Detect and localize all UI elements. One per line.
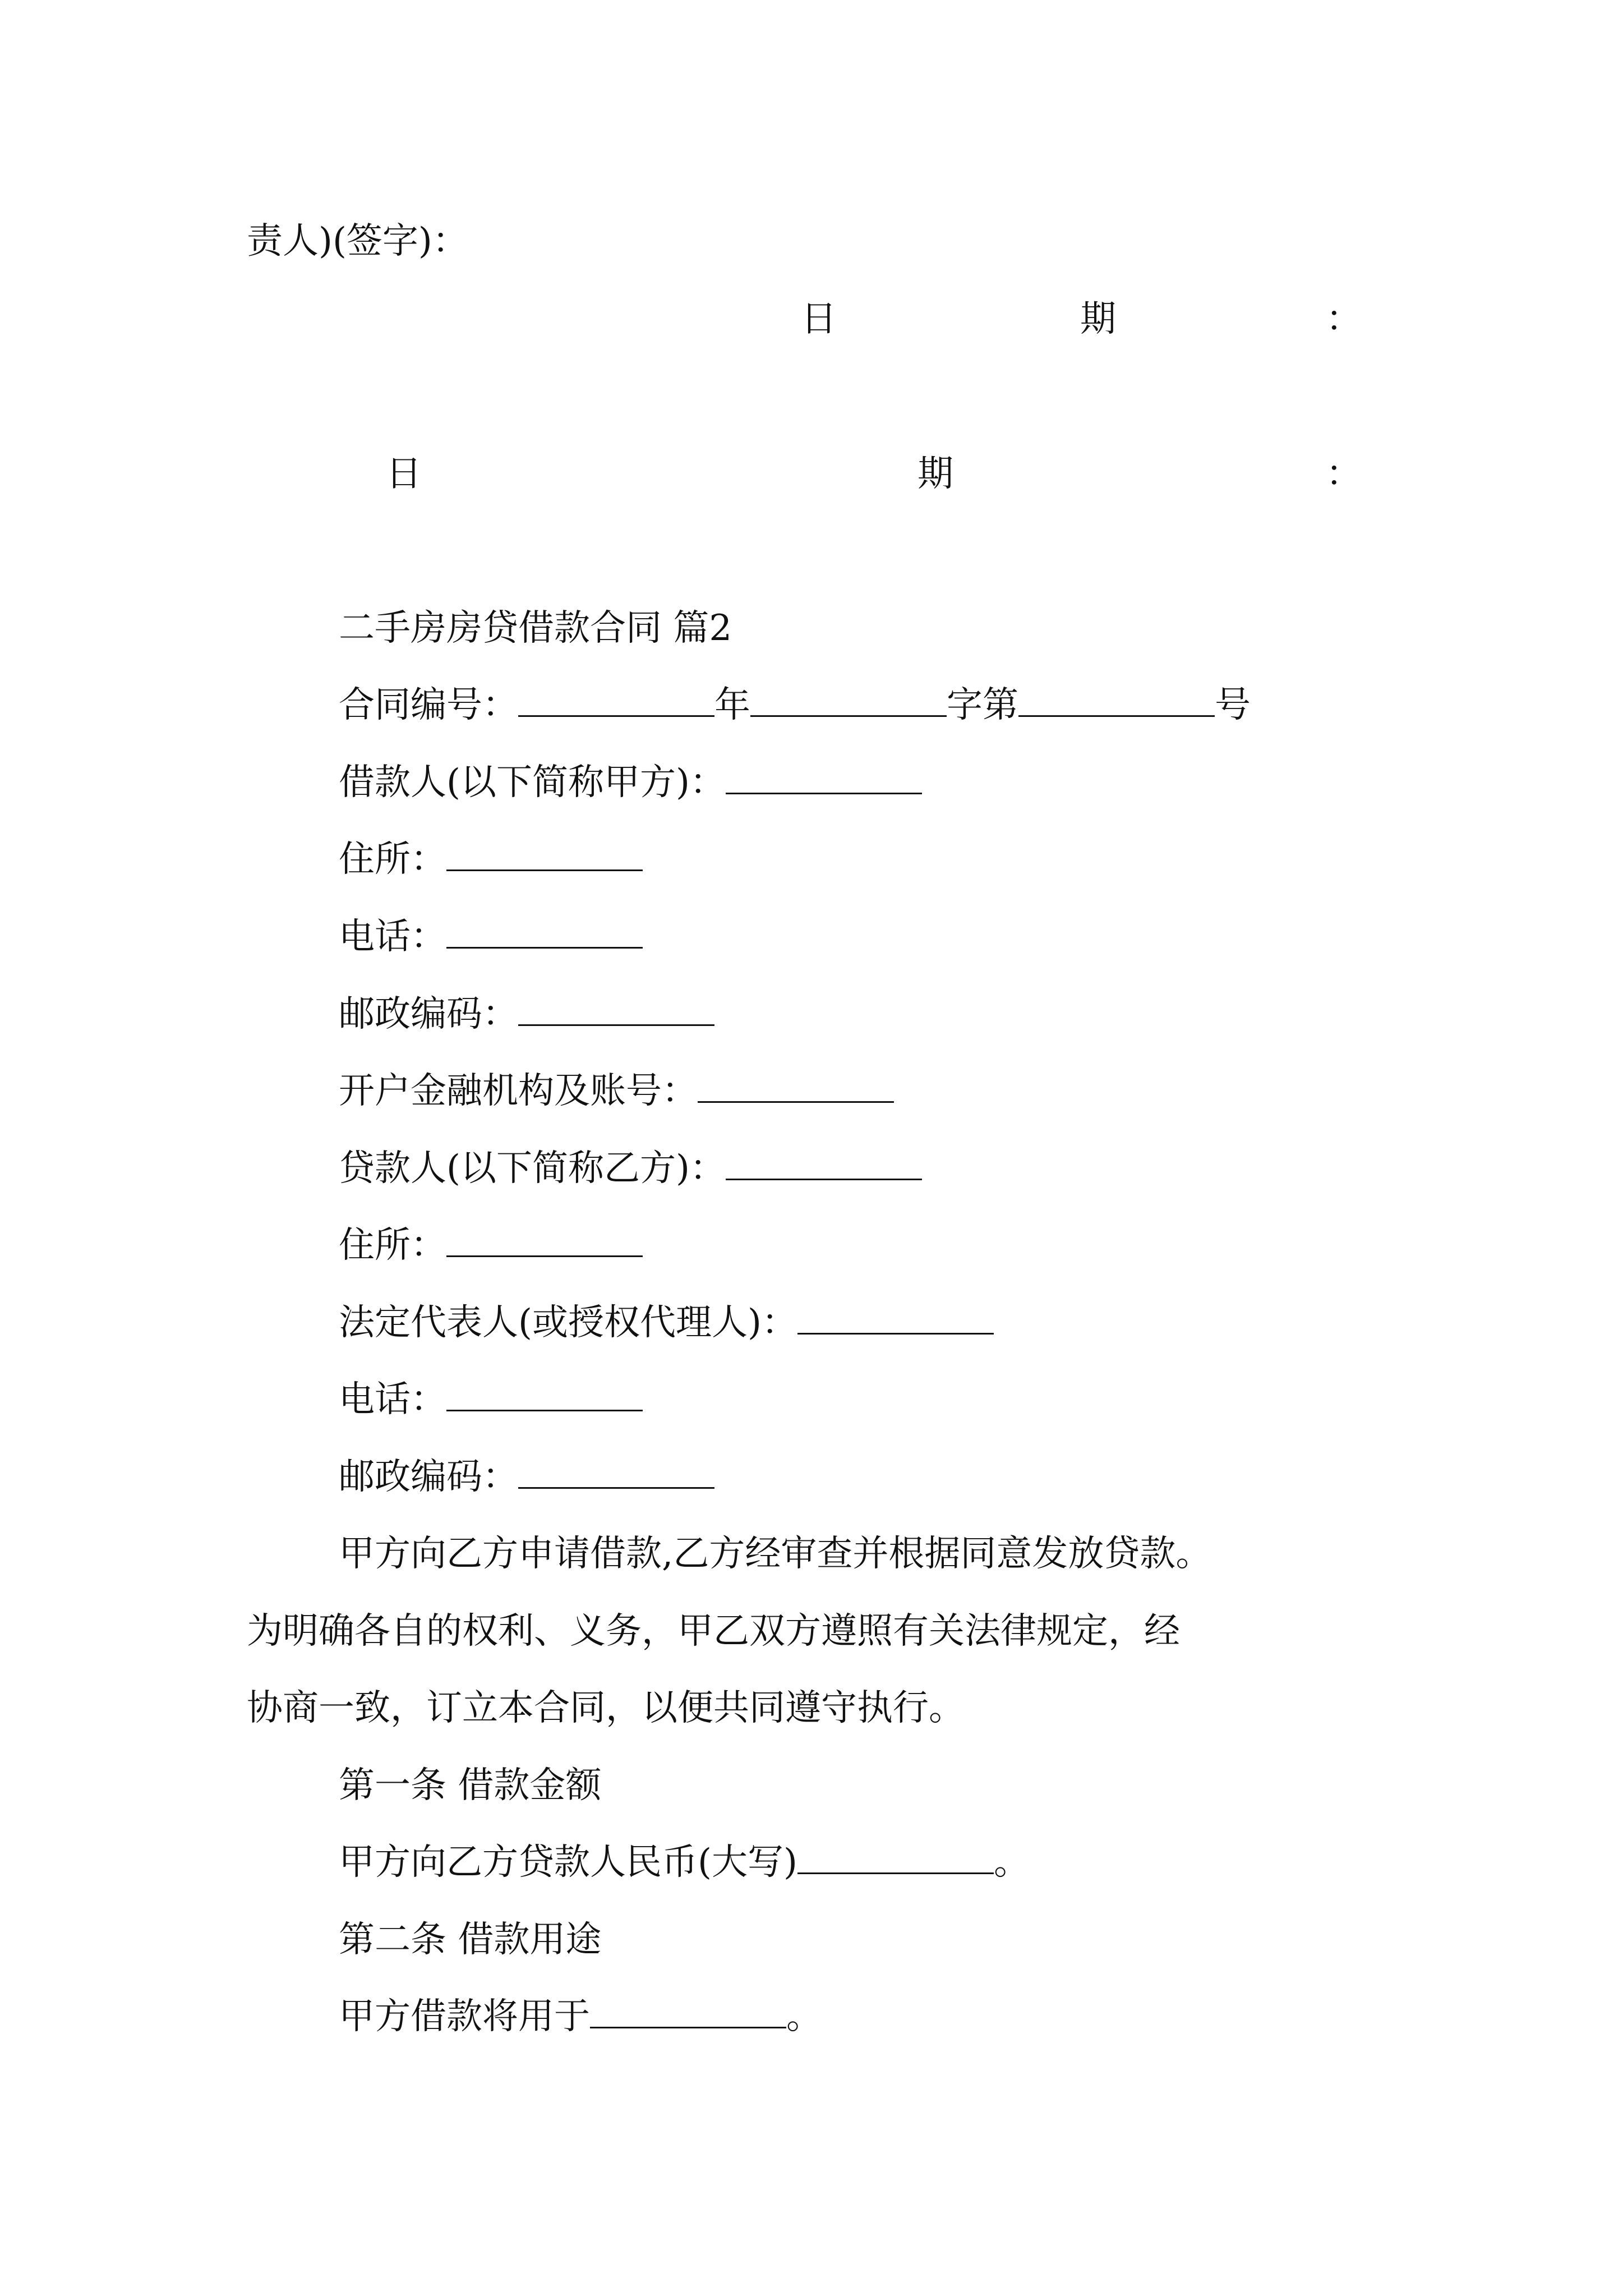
- lender-postcode-line: [339, 1452, 714, 1502]
- lender-address-line: [339, 1220, 643, 1271]
- signature-responsible-line: 责人)(签字)：: [247, 220, 468, 262]
- article-2-text: 甲方借款将用于: [339, 1996, 590, 2037]
- article-1-heading: 第一条 借款金额: [339, 1765, 602, 1806]
- borrower-blank: [726, 761, 922, 794]
- zi-blank: [750, 683, 947, 717]
- date-char-qi: 期: [917, 453, 953, 495]
- lender-legal-rep-label: 法定代表人(或授权代理人)：: [339, 1302, 797, 1343]
- borrower-postcode-blank: [518, 992, 714, 1026]
- lender-address-label: 住所：: [339, 1225, 446, 1266]
- contract-number-label: 合同编号：: [339, 684, 518, 726]
- lender-legal-rep-blank: [797, 1301, 994, 1335]
- lender-label: 贷款人(以下简称乙方)：: [339, 1148, 726, 1189]
- borrower-postcode-line: [339, 989, 714, 1039]
- article-2-end: 。: [786, 1996, 822, 2037]
- date-char-ri: 日: [386, 453, 422, 495]
- borrower-phone-blank: [446, 915, 643, 949]
- lender-phone-blank: [446, 1378, 643, 1411]
- zi-di-label: 字第: [947, 684, 1018, 726]
- preamble-line-2: 为明确各自的权利、义务，甲乙双方遵照有关法律规定，经: [247, 1611, 1180, 1652]
- lender-blank: [726, 1147, 922, 1180]
- lender-line: [339, 1143, 922, 1194]
- borrower-phone-line: [339, 912, 643, 962]
- date-colon: ：: [1326, 453, 1362, 495]
- article-1-end: 。: [993, 1842, 1030, 1883]
- borrower-address-label: 住所：: [339, 839, 446, 880]
- borrower-address-line: [339, 834, 643, 885]
- borrower-label: 借款人(以下简称甲方)：: [339, 762, 726, 803]
- borrower-phone-label: 电话：: [339, 916, 446, 958]
- borrower-line: [339, 757, 922, 808]
- lender-phone-line: [339, 1374, 643, 1425]
- article-2-heading: 第二条 借款用途: [339, 1919, 602, 1961]
- date-line-1: [801, 294, 1362, 344]
- date-line-2: [386, 449, 1362, 499]
- article-1-text-line: [339, 1837, 1030, 1888]
- borrower-bank-line: [339, 1066, 894, 1116]
- lender-postcode-label: 邮政编码：: [339, 1456, 518, 1498]
- borrower-bank-blank: [698, 1069, 894, 1103]
- lender-address-blank: [446, 1223, 643, 1257]
- loan-purpose-blank: [590, 1995, 786, 2028]
- lender-phone-label: 电话：: [339, 1379, 446, 1420]
- year-label: 年: [714, 684, 750, 726]
- date-char-qi: 期: [1080, 298, 1116, 340]
- contract-number-line: [339, 680, 1251, 730]
- article-2-text-line: [339, 1991, 822, 2042]
- preamble-line-3: 协商一致，订立本合同，以便共同遵守执行。: [247, 1687, 965, 1729]
- borrower-address-blank: [446, 838, 643, 871]
- date-char-ri: 日: [801, 298, 837, 340]
- lender-legal-rep-line: [339, 1297, 994, 1348]
- date-colon: ：: [1326, 298, 1362, 340]
- borrower-postcode-label: 邮政编码：: [339, 993, 518, 1035]
- borrower-bank-label: 开户金融机构及账号：: [339, 1070, 698, 1112]
- year-blank: [518, 683, 714, 717]
- article-1-text: 甲方向乙方贷款人民币(大写): [339, 1842, 797, 1883]
- preamble-line-1: 甲方向乙方申请借款,乙方经审查并根据同意发放贷款。: [339, 1533, 1212, 1575]
- loan-amount-blank: [797, 1841, 994, 1874]
- number-blank: [1018, 683, 1215, 717]
- lender-postcode-blank: [518, 1455, 714, 1489]
- hao-label: 号: [1215, 684, 1251, 726]
- contract-title: 二手房房贷借款合同 篇2: [339, 608, 732, 649]
